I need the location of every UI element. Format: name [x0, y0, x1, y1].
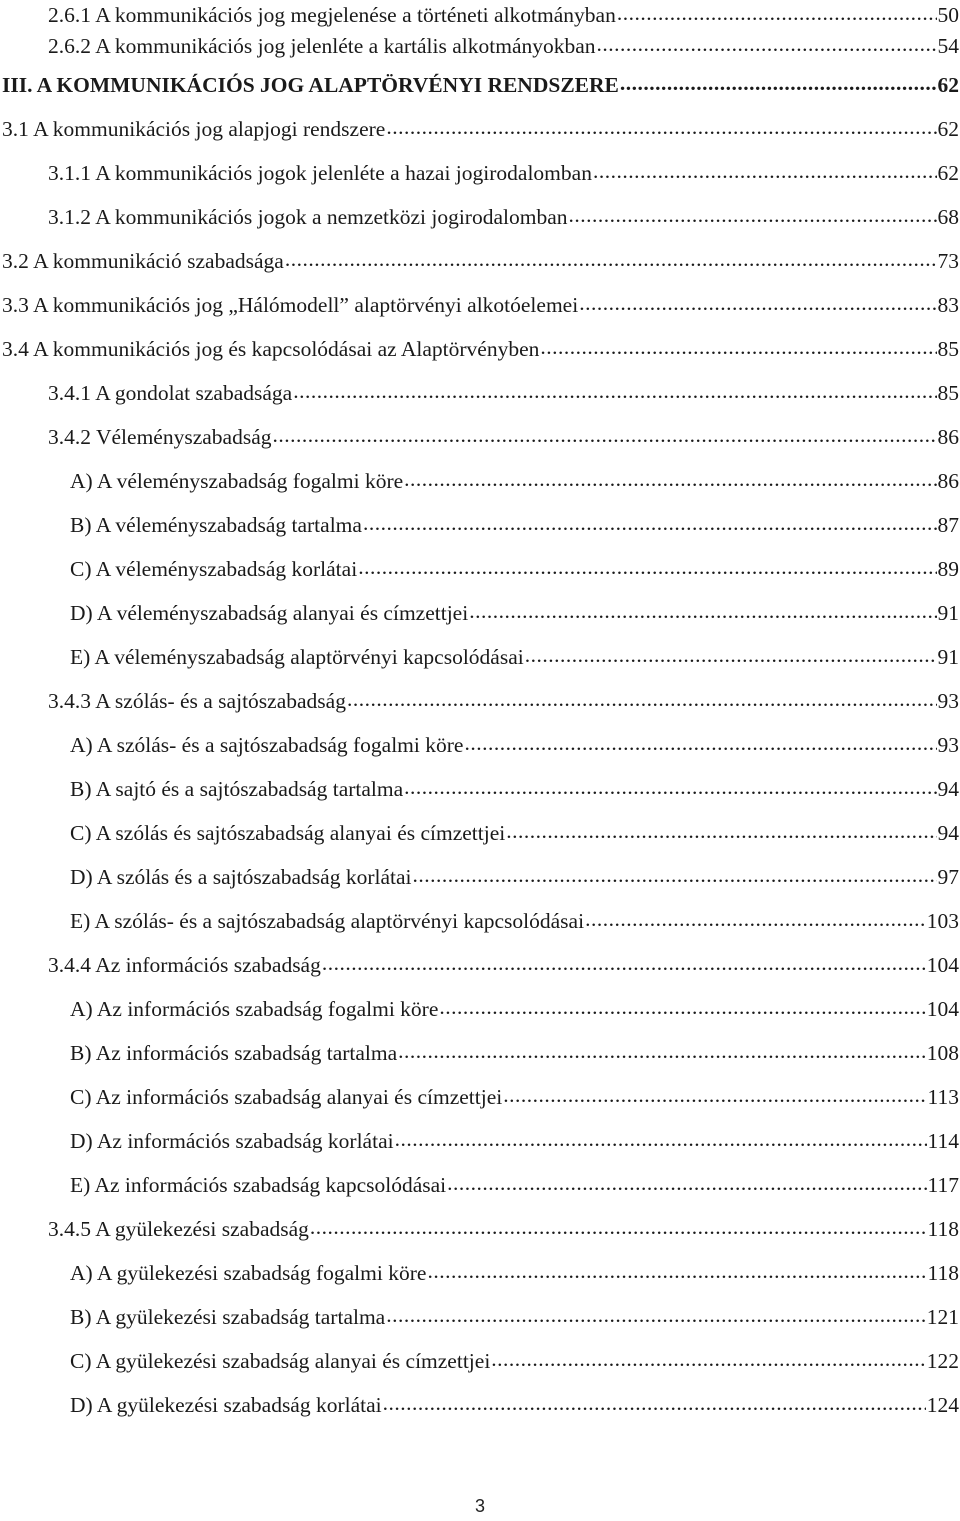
- dot-leader: [439, 994, 925, 1016]
- toc-entry-page: 97: [937, 864, 959, 889]
- toc-entry-title: 3.1.2 A kommunikációs jogok a nemzetközi jogirodalomban: [48, 204, 568, 229]
- toc-entry-title: D) A szólás és a sajtószabadság korlátai: [70, 864, 412, 889]
- toc-entry[interactable]: [0, 466, 960, 496]
- toc-entry-page: 91: [937, 644, 959, 669]
- dot-leader: [525, 642, 937, 664]
- toc-entry[interactable]: [0, 642, 960, 672]
- toc-entry[interactable]: [0, 246, 960, 276]
- toc-entry-title: E) A szólás- és a sajtószabadság alaptörvényi kapcsolódásai: [70, 908, 585, 933]
- toc-entry[interactable]: [0, 334, 960, 364]
- toc-entry[interactable]: [0, 1346, 960, 1376]
- toc-entry-page: 50: [937, 2, 959, 27]
- toc-entry-page: 117: [927, 1172, 959, 1197]
- toc-entry[interactable]: [0, 290, 960, 320]
- toc-entry-page: 94: [937, 776, 959, 801]
- dot-leader: [469, 598, 936, 620]
- toc-entry-page: 86: [937, 468, 959, 493]
- dot-leader: [273, 422, 937, 444]
- toc-entry-title: A) A szólás- és a sajtószabadság fogalmi köre: [70, 732, 464, 757]
- toc-entry[interactable]: [0, 686, 960, 716]
- toc-entry-title: A) Az információs szabadság fogalmi köre: [70, 996, 439, 1021]
- toc-entry-page: 108: [926, 1040, 959, 1065]
- toc-entry-page: 85: [937, 336, 959, 361]
- dot-leader: [386, 114, 936, 136]
- dot-leader: [447, 1170, 926, 1192]
- toc-entry-page: 86: [937, 424, 959, 449]
- toc-entry-title: 3.4.3 A szólás- és a sajtószabadság: [48, 688, 346, 713]
- dot-leader: [569, 202, 937, 224]
- toc-entry-title: 3.4.1 A gondolat szabadsága: [48, 380, 293, 405]
- toc-entry-title: D) Az információs szabadság korlátai: [70, 1128, 394, 1153]
- toc-entry-page: 121: [926, 1304, 959, 1329]
- toc-entry-title: B) A véleményszabadság tartalma: [70, 512, 362, 537]
- toc-entry[interactable]: [0, 378, 960, 408]
- toc-entry-title: 2.6.1 A kommunikációs jog megjelenése a történeti alkotmányban: [48, 2, 616, 27]
- toc-entry-page: 114: [927, 1128, 959, 1153]
- toc-entry[interactable]: [0, 422, 960, 452]
- toc-entry[interactable]: [0, 994, 960, 1024]
- dot-leader: [386, 1302, 926, 1324]
- dot-leader: [413, 862, 937, 884]
- toc-entry-page: 62: [937, 116, 959, 141]
- page-number: 3: [474, 1496, 485, 1516]
- dot-leader: [585, 906, 926, 928]
- dot-leader: [620, 70, 937, 92]
- dot-leader: [310, 1214, 927, 1236]
- toc-entry-title: 3.4.2 Véleményszabadság: [48, 424, 272, 449]
- toc-entry-title: III. A KOMMUNIKÁCIÓS JOG ALAPTÖRVÉNYI RENDSZERE: [2, 72, 619, 97]
- dot-leader: [540, 334, 936, 356]
- toc-entry-title: B) Az információs szabadság tartalma: [70, 1040, 398, 1065]
- toc-entry[interactable]: [0, 730, 960, 760]
- toc-entry[interactable]: [0, 1038, 960, 1068]
- dot-leader: [398, 1038, 926, 1060]
- toc-entry[interactable]: [0, 1126, 960, 1156]
- toc-entry-title: D) A véleményszabadság alanyai és címzettjei: [70, 600, 469, 625]
- toc-entry[interactable]: [0, 1214, 960, 1244]
- toc-entry-page: 94: [937, 820, 959, 845]
- toc-entry-page: 62: [937, 160, 959, 185]
- toc-entry-page: 104: [926, 952, 959, 977]
- toc-entry[interactable]: [0, 158, 960, 188]
- dot-leader: [464, 730, 936, 752]
- dot-leader: [404, 466, 936, 488]
- dot-leader: [383, 1390, 926, 1412]
- toc-entry-page: 122: [926, 1348, 959, 1373]
- toc-entry-page: 85: [937, 380, 959, 405]
- toc-entry-page: 113: [927, 1084, 959, 1109]
- dot-leader: [597, 31, 937, 53]
- toc-entry[interactable]: [0, 1082, 960, 1112]
- dot-leader: [404, 774, 936, 796]
- toc-entry-title: C) A véleményszabadság korlátai: [70, 556, 358, 581]
- dot-leader: [395, 1126, 927, 1148]
- toc-entry-title: 3.4.5 A gyülekezési szabadság: [48, 1216, 309, 1241]
- toc-entry-page: 73: [937, 248, 959, 273]
- toc-entry-title: D) A gyülekezési szabadság korlátai: [70, 1392, 382, 1417]
- toc-entry-page: 104: [926, 996, 959, 1021]
- dot-leader: [347, 686, 937, 708]
- toc-entry-page: 62: [937, 72, 959, 97]
- toc-entry-page: 118: [927, 1260, 959, 1285]
- dot-leader: [285, 246, 937, 268]
- toc-entry-title: E) Az információs szabadság kapcsolódásai: [70, 1172, 447, 1197]
- dot-leader: [506, 818, 936, 840]
- toc-entry-title: C) A szólás és sajtószabadság alanyai és címzettjei: [70, 820, 506, 845]
- toc-entry-page: 124: [926, 1392, 959, 1417]
- toc-entry-page: 103: [926, 908, 959, 933]
- toc-entry-title: A) A gyülekezési szabadság fogalmi köre: [70, 1260, 427, 1285]
- dot-leader: [322, 950, 926, 972]
- toc-entry-title: 2.6.2 A kommunikációs jog jelenléte a kartális alkotmányokban: [48, 33, 596, 58]
- toc-entry-title: C) Az információs szabadság alanyai és címzettjei: [70, 1084, 503, 1109]
- dot-leader: [579, 290, 936, 312]
- toc-entry-page: 93: [937, 732, 959, 757]
- toc-entry[interactable]: [0, 114, 960, 144]
- dot-leader: [491, 1346, 925, 1368]
- dot-leader: [293, 378, 936, 400]
- toc-entry[interactable]: [0, 510, 960, 540]
- toc-entry[interactable]: [0, 1390, 960, 1420]
- toc-entry[interactable]: [0, 1258, 960, 1288]
- toc-entry-title: B) A sajtó és a sajtószabadság tartalma: [70, 776, 404, 801]
- toc-entry[interactable]: [0, 1302, 960, 1332]
- toc-entry-title: C) A gyülekezési szabadság alanyai és címzettjei: [70, 1348, 491, 1373]
- toc-entry[interactable]: [0, 31, 960, 61]
- toc-entry[interactable]: [0, 0, 960, 30]
- toc-entry[interactable]: [0, 1170, 960, 1200]
- dot-leader: [617, 0, 937, 22]
- toc-entry-page: 118: [927, 1216, 959, 1241]
- toc-entry[interactable]: [0, 862, 960, 892]
- dot-leader: [593, 158, 937, 180]
- toc-entry-title: A) A véleményszabadság fogalmi köre: [70, 468, 404, 493]
- toc-entry-title: 3.1 A kommunikációs jog alapjogi rendszere: [2, 116, 386, 141]
- toc-entry[interactable]: [0, 950, 960, 980]
- toc-entry-title: 3.4 A kommunikációs jog és kapcsolódásai az Alaptörvényben: [2, 336, 540, 361]
- toc-entry-page: 89: [937, 556, 959, 581]
- dot-leader: [503, 1082, 926, 1104]
- toc-entry-title: 3.3 A kommunikációs jog „Hálómodell” alaptörvényi alkotóelemei: [2, 292, 579, 317]
- toc-entry[interactable]: [0, 70, 960, 100]
- toc-entry-page: 83: [937, 292, 959, 317]
- toc-entry[interactable]: [0, 774, 960, 804]
- toc-entry[interactable]: [0, 598, 960, 628]
- dot-leader: [358, 554, 936, 576]
- toc-entry-page: 93: [937, 688, 959, 713]
- toc-entry[interactable]: [0, 554, 960, 584]
- toc-entry-title: 3.4.4 Az információs szabadság: [48, 952, 321, 977]
- dot-leader: [363, 510, 937, 532]
- toc-entry-title: 3.1.1 A kommunikációs jogok jelenléte a hazai jogirodalomban: [48, 160, 592, 185]
- toc-entry-page: 68: [937, 204, 959, 229]
- toc-entry-title: 3.2 A kommunikáció szabadsága: [2, 248, 284, 273]
- toc-entry[interactable]: [0, 818, 960, 848]
- toc-entry-title: E) A véleményszabadság alaptörvényi kapcsolódásai: [70, 644, 524, 669]
- toc-entry-page: 54: [937, 33, 959, 58]
- toc-entry-title: B) A gyülekezési szabadság tartalma: [70, 1304, 386, 1329]
- toc-entry[interactable]: [0, 906, 960, 936]
- toc-entry[interactable]: [0, 202, 960, 232]
- dot-leader: [427, 1258, 926, 1280]
- toc-entry-page: 91: [937, 600, 959, 625]
- toc-entry-page: 87: [937, 512, 959, 537]
